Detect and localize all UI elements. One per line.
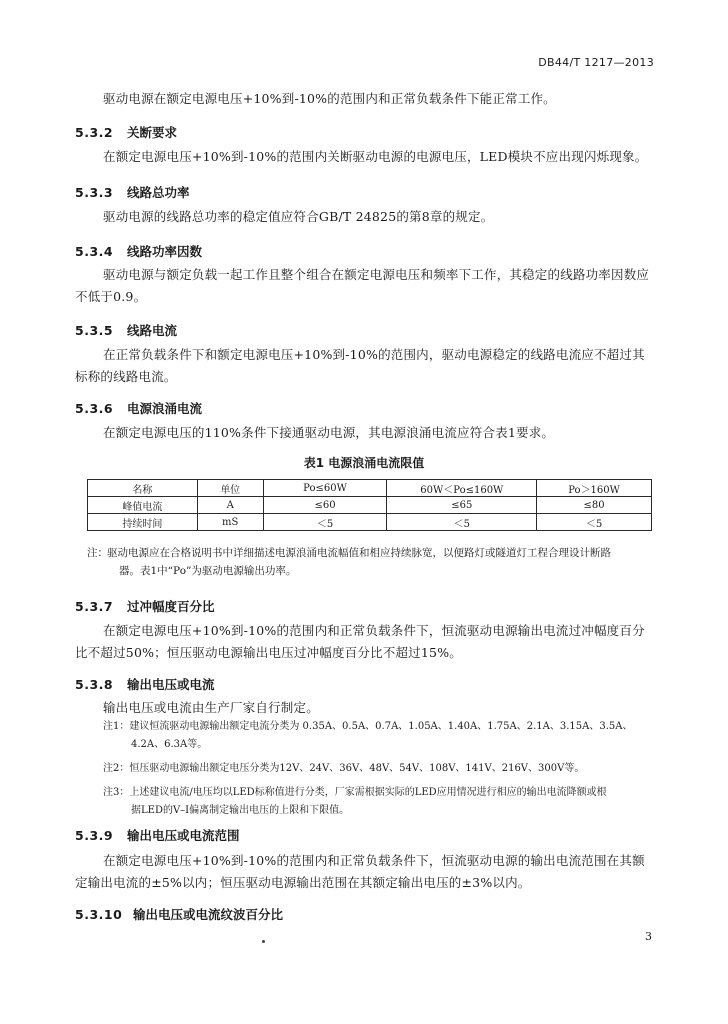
section-5-3-4-text: 驱动电源与额定负载一起工作且整个组合在额定电源电压和频率下工作，其稳定的线路功率因数应不低于0.9。 bbox=[75, 267, 650, 304]
section-5-3-2-text: 在额定电源电压+10%到-10%的范围内关断驱动电源的电源电压，LED模块不应出现闪烁现象。 bbox=[103, 149, 648, 164]
section-5-3-2-heading bbox=[75, 123, 177, 141]
section-title: 电源浪涌电流 bbox=[127, 401, 203, 416]
section-5-3-5-heading bbox=[75, 321, 177, 339]
section-5-3-7-heading bbox=[75, 597, 215, 615]
note-text: 恒压驱动电源输出额定电压分类为12V、24V、36V、48V、54V、108V、141V、216V、300V等。 bbox=[129, 763, 585, 774]
note-tag: 注1： bbox=[103, 721, 130, 732]
note-text: 据LED的V–I偏离制定输出电压的上限和下限值。 bbox=[131, 805, 350, 816]
note-text: 上述建议电流/电压均以LED标称值进行分类，厂家需根据实际的LED应用情况进行相应的输出电流降额或根 bbox=[129, 787, 607, 798]
note-tag: 注： bbox=[87, 547, 108, 559]
section-5-3-7-text: 在额定电源电压+10%到-10%的范围内和正常负载条件下，恒流驱动电源输出电流过冲幅度百分比不超过50%；恒压驱动电源输出电压过冲幅度百分比不超过15%。 bbox=[75, 623, 645, 660]
section-title: 输出电压或电流范围 bbox=[127, 828, 240, 843]
note-text: 器。表1中“Po”为驱动电源输出功率。 bbox=[119, 565, 297, 577]
section-5-3-6-heading bbox=[75, 399, 202, 417]
note-tag: 注2： bbox=[103, 763, 130, 774]
table-header-cell: Po＞160W bbox=[537, 480, 652, 497]
table-header-cell: 60W＜Po≤160W bbox=[387, 480, 537, 497]
section-title: 过冲幅度百分比 bbox=[127, 599, 215, 614]
note-text: 建议恒流驱动电源输出额定电流分类为 0.35A、0.5A、0.7A、1.05A、1.40A、1.75A、2.1A、3.15A、3.5A、 bbox=[129, 721, 633, 732]
section-5-3-6-text: 在额定电源电压的110%条件下接通驱动电源，其电源浪涌电流应符合表1要求。 bbox=[103, 425, 555, 440]
note-tag: 注3： bbox=[103, 787, 130, 798]
table-caption: 表1 电源浪涌电流限值 bbox=[303, 456, 425, 470]
table-row bbox=[88, 514, 652, 531]
notes-5-3-8 bbox=[103, 718, 663, 820]
table-note bbox=[87, 544, 611, 580]
section-number: 5.3.8 bbox=[75, 677, 114, 692]
section-title: 输出电压或电流纹波百分比 bbox=[133, 907, 284, 922]
section-title: 线路功率因数 bbox=[127, 244, 203, 259]
table-cell: ≤60 bbox=[263, 497, 387, 514]
scan-speck bbox=[262, 940, 265, 943]
section-number: 5.3.6 bbox=[75, 401, 114, 416]
section-number: 5.3.2 bbox=[75, 125, 114, 140]
intro-paragraph: 驱动电源在额定电源电压+10%到-10%的范围内和正常负载条件下能正常工作。 bbox=[103, 91, 556, 106]
section-5-3-9-heading bbox=[75, 826, 240, 844]
section-5-3-4-heading bbox=[75, 242, 202, 260]
standard-code: DB44/T 1217—2013 bbox=[538, 56, 654, 69]
table-cell: ≤65 bbox=[387, 497, 537, 514]
table-cell: A bbox=[197, 497, 263, 514]
section-title: 关断要求 bbox=[127, 125, 178, 140]
note-text: 驱动电源应在合格说明书中详细描述电源浪涌电流幅值和相应持续脉宽，以便路灯或隧道灯工程合理设计断路 bbox=[107, 547, 611, 559]
section-5-3-8-heading bbox=[75, 675, 215, 693]
section-number: 5.3.4 bbox=[75, 244, 114, 259]
table-header-cell: 单位 bbox=[197, 480, 263, 497]
table-cell: 持续时间 bbox=[88, 514, 198, 531]
section-number: 5.3.7 bbox=[75, 599, 114, 614]
table-cell: ≤80 bbox=[537, 497, 652, 514]
table-header-row bbox=[88, 480, 652, 497]
section-5-3-5-text: 在正常负载条件下和额定电源电压+10%到-10%的范围内，驱动电源稳定的线路电流应不超过其标称的线路电流。 bbox=[75, 347, 645, 384]
table-header-cell: Po≤60W bbox=[263, 480, 387, 497]
inrush-current-table bbox=[87, 479, 652, 531]
table-cell: ＜5 bbox=[263, 514, 387, 531]
section-5-3-9-text: 在额定电源电压+10%到-10%的范围内和正常负载条件下，恒流驱动电源的输出电流范围在其额定输出电流的±5%以内；恒压驱动电源输出范围在其额定输出电压的±3%以内。 bbox=[75, 853, 645, 890]
section-number: 5.3.10 bbox=[75, 907, 123, 922]
table-cell: ＜5 bbox=[537, 514, 652, 531]
section-5-3-3-text: 驱动电源的线路总功率的稳定值应符合GB/T 24825的第8章的规定。 bbox=[103, 209, 494, 224]
section-number: 5.3.3 bbox=[75, 185, 114, 200]
page-number: 3 bbox=[645, 930, 652, 943]
table-row bbox=[88, 497, 652, 514]
section-title: 输出电压或电流 bbox=[127, 677, 215, 692]
section-5-3-8-text: 输出电压或电流由生产厂家自行制定。 bbox=[103, 700, 319, 715]
section-number: 5.3.5 bbox=[75, 323, 114, 338]
table-header-cell: 名称 bbox=[88, 480, 198, 497]
section-5-3-3-heading bbox=[75, 183, 190, 201]
section-number: 5.3.9 bbox=[75, 828, 114, 843]
section-title: 线路电流 bbox=[127, 323, 178, 338]
section-5-3-10-heading bbox=[75, 905, 283, 923]
section-title: 线路总功率 bbox=[127, 185, 190, 200]
table-cell: mS bbox=[197, 514, 263, 531]
table-cell: ＜5 bbox=[387, 514, 537, 531]
note-text: 4.2A、6.3A等。 bbox=[131, 739, 208, 750]
table-cell: 峰值电流 bbox=[88, 497, 198, 514]
